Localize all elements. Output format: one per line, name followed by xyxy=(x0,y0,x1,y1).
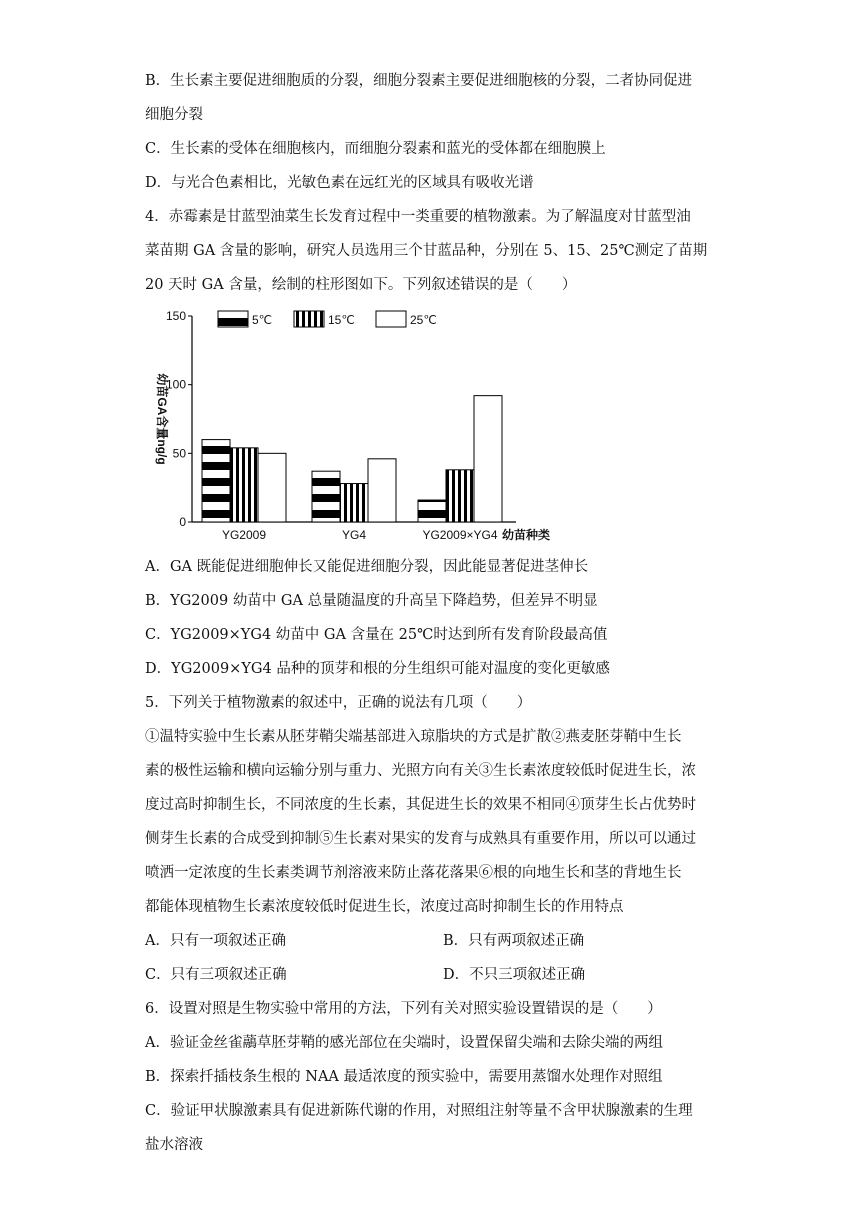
q3-option-c: C．生长素的受体在细胞核内，而细胞分裂素和蓝光的受体都在细胞膜上 xyxy=(145,141,606,157)
q3-option-b-line-1: B．生长素主要促进细胞质的分裂，细胞分裂素主要促进细胞核的分裂，二者协同促进 xyxy=(145,73,693,89)
q5-body-line-6: 都能体现植物生长素浓度较低时促进生长，浓度过高时抑制生长的作用特点 xyxy=(145,899,624,915)
legend-swatch xyxy=(376,311,406,327)
q5-option-c: C．只有三项叙述正确 xyxy=(145,967,287,983)
q3-option-d: D．与光合色素相比，光敏色素在远红光的区域具有吸收光谱 xyxy=(145,175,534,191)
x-tick-label: YG4 xyxy=(341,528,367,542)
bar xyxy=(312,471,340,522)
x-tick-label: YG2009 xyxy=(221,528,267,542)
x-axis-label: 幼苗种类 xyxy=(502,528,551,542)
legend-label: 5℃ xyxy=(252,313,273,327)
bar xyxy=(258,453,286,522)
q5-body-line-4: 侧芽生长素的合成受到抑制⑤生长素对果实的发育与成熟具有重要作用，所以可以通过 xyxy=(145,831,696,847)
legend-swatch xyxy=(218,311,248,327)
ga-content-bar-chart xyxy=(140,302,580,547)
q5-stem: 5．下列关于植物激素的叙述中，正确的说法有几项（ ） xyxy=(145,695,532,711)
q4-option-d: D．YG2009×YG4 品种的顶芽和根的分生组织可能对温度的变化更敏感 xyxy=(145,661,610,677)
x-tick-label: YG2009×YG4 xyxy=(422,528,498,542)
q4-option-b: B．YG2009 幼苗中 GA 总量随温度的升高呈下降趋势，但差异不明显 xyxy=(145,593,598,609)
q4-option-c: C．YG2009×YG4 幼苗中 GA 含量在 25℃时达到所有发育阶段最高值 xyxy=(145,627,608,643)
y-tick-label: 0 xyxy=(179,515,186,529)
q5-option-a: A．只有一项叙述正确 xyxy=(145,933,286,949)
q6-option-c-line-2: 盐水溶液 xyxy=(145,1137,203,1153)
q6-option-a: A．验证金丝雀虉草胚芽鞘的感光部位在尖端时，设置保留尖端和去除尖端的两组 xyxy=(145,1035,663,1051)
q4-stem-line-3: 20 天时 GA 含量，绘制的柱形图如下。下列叙述错误的是（ ） xyxy=(145,277,577,293)
q4-stem-line-1: 4．赤霉素是甘蓝型油菜生长发育过程中一类重要的植物激素。为了解温度对甘蓝型油 xyxy=(145,209,691,225)
y-tick-label: 150 xyxy=(165,309,186,323)
bar xyxy=(368,459,396,522)
q5-option-b: B．只有两项叙述正确 xyxy=(443,933,585,949)
q5-body-line-5: 喷洒一定浓度的生长素类调节剂溶液来防止落花落果⑥根的向地生长和茎的背地生长 xyxy=(145,865,682,881)
q5-body-line-1: ①温特实验中生长素从胚芽鞘尖端基部进入琼脂块的方式是扩散②燕麦胚芽鞘中生长 xyxy=(145,729,682,745)
legend-label: 25℃ xyxy=(410,313,437,327)
q5-body-line-3: 度过高时抑制生长，不同浓度的生长素，其促进生长的效果不相同④顶芽生长占优势时 xyxy=(145,797,696,813)
bar xyxy=(340,484,368,522)
q4-option-a: A．GA 既能促进细胞伸长又能促进细胞分裂，因此能显著促进茎伸长 xyxy=(145,559,589,575)
y-tick-label: 100 xyxy=(165,377,186,392)
bar xyxy=(474,396,502,522)
q5-body-line-2: 素的极性运输和横向运输分别与重力、光照方向有关③生长素浓度较低时促进生长，浓 xyxy=(145,763,696,779)
bar xyxy=(230,448,258,522)
q6-stem: 6．设置对照是生物实验中常用的方法，下列有关对照实验设置错误的是（ ） xyxy=(145,1001,662,1017)
legend-swatch xyxy=(294,311,324,327)
q6-option-b: B．探索扦插枝条生根的 NAA 最适浓度的预实验中，需要用蒸馏水处理作对照组 xyxy=(145,1069,663,1085)
bar xyxy=(446,470,474,522)
legend-label: 15℃ xyxy=(328,313,355,327)
q3-option-b-line-2: 细胞分裂 xyxy=(145,107,203,123)
q6-option-c-line-1: C．验证甲状腺激素具有促进新陈代谢的作用，对照组注射等量不含甲状腺激素的生理 xyxy=(145,1103,693,1119)
y-tick-label: 50 xyxy=(172,446,186,461)
bar xyxy=(202,440,230,522)
q4-stem-line-2: 菜苗期 GA 含量的影响，研究人员选用三个甘蓝品种，分别在 5、15、25℃测定了苗期 xyxy=(145,243,708,259)
q5-option-d: D．不只三项叙述正确 xyxy=(443,967,586,983)
bar xyxy=(418,500,446,522)
y-axis-label: 幼苗GA含量ng/g xyxy=(155,373,169,465)
